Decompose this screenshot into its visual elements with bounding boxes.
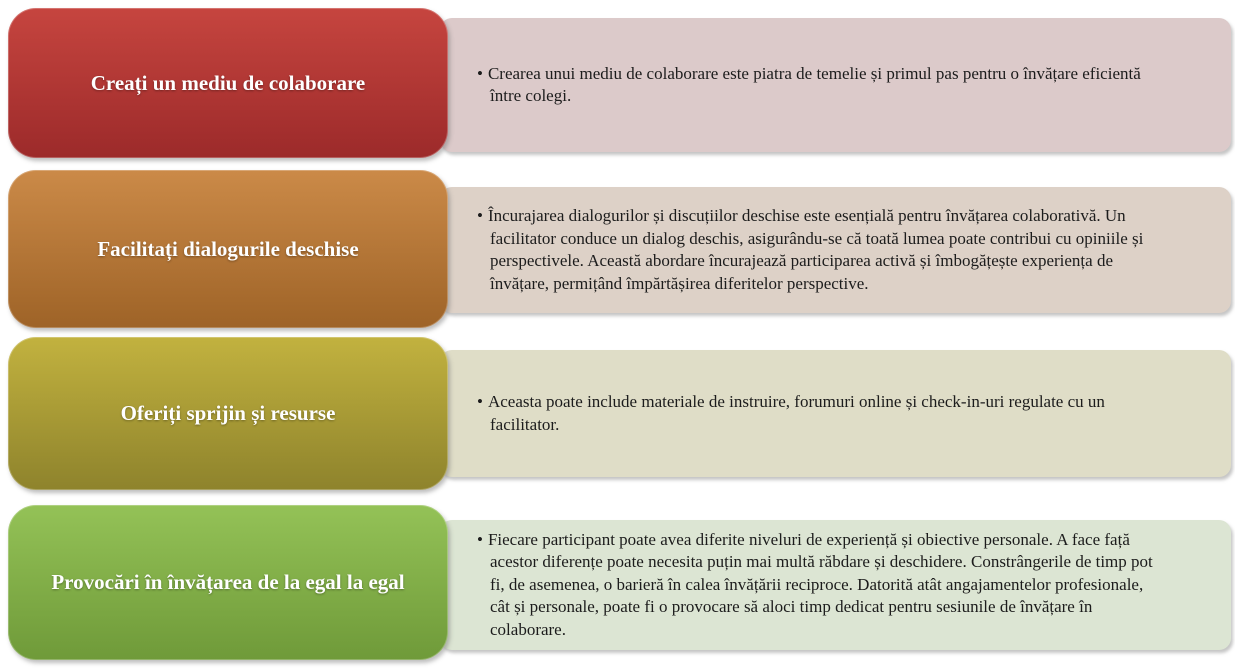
item-title-box — [8, 505, 448, 660]
item-title: Facilitați dialogurile deschise — [97, 236, 359, 261]
item-body-panel — [440, 520, 1231, 650]
item-title-box — [8, 170, 448, 328]
item-body-text: Fiecare participant poate avea diferite niveluri de experiență și obiective personale. A face față acestor diferențe poate necesita puțin mai multă răbdare și deschidere. Constrângerile de timp pot fi, de asemenea, o barieră în calea învățării reciproce. Datorită atât angajamentelor profesionale, cât și personale, poate fi o provocare să aloci timp dedicat pentru sesiunile de învățare în colaborare. — [487, 529, 1153, 639]
item-body — [440, 391, 1231, 436]
bullet-marker: • — [477, 392, 483, 411]
item-title-box — [8, 337, 448, 490]
item-body-text: Încurajarea dialogurilor și discuțiilor deschise este esențială pentru învățarea colaborativă. Un facilitator conduce un dialog deschis, asigurându-se că toată lumea poate contribui cu opiniile și perspectivele. Această abordare încurajează participarea activă și îmbogățește experiența de învățare, permițând împărtășirea diferitelor perspective. — [487, 206, 1144, 293]
item-title: Oferiți sprijin și resurse — [120, 401, 336, 425]
bullet-marker: • — [477, 529, 483, 549]
item-body — [440, 205, 1231, 295]
item-body-text: Crearea unui mediu de colaborare este piatra de temelie și primul pas pentru o învățare eficientă între colegi. — [487, 63, 1141, 105]
item-body-panel — [440, 18, 1231, 152]
item-title: Provocări în învățarea de la egal la egal — [51, 570, 405, 594]
item-body-panel — [440, 350, 1231, 477]
item-title: Creați un mediu de colaborare — [90, 70, 366, 95]
item-body — [440, 529, 1231, 642]
bullet-marker: • — [477, 63, 483, 83]
item-body — [440, 63, 1231, 108]
item-body-panel — [440, 187, 1231, 313]
item-body-text: Aceasta poate include materiale de instruire, forumuri online și check-in-uri regulate cu un facilitator. — [487, 392, 1105, 434]
bullet-marker: • — [477, 206, 483, 225]
item-title-box — [8, 8, 448, 158]
